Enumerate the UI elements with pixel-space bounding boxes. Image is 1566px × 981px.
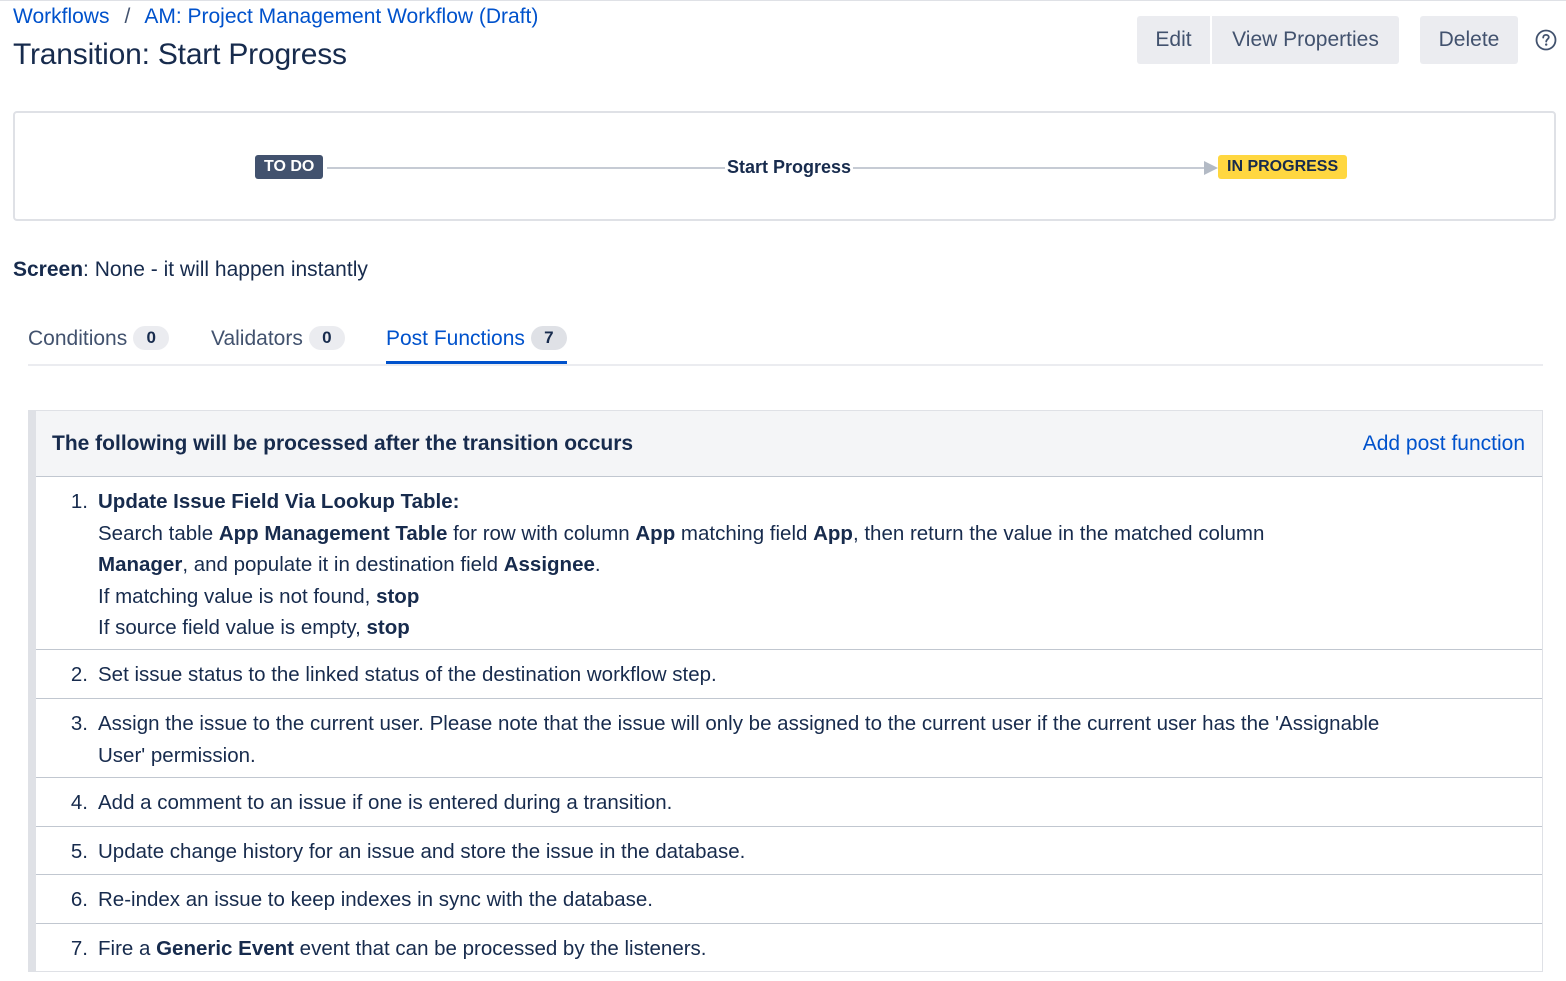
text-fragment: If source field value is empty,	[98, 616, 367, 639]
breadcrumb-workflows-link[interactable]: Workflows	[13, 5, 110, 28]
post-functions-header-title: The following will be processed after the transition occurs	[52, 432, 634, 455]
item-number: 4.	[70, 791, 88, 814]
breadcrumb-workflow-link[interactable]: AM: Project Management Workflow (Draft)	[144, 5, 539, 28]
match-field-name: App	[813, 521, 853, 545]
item-number: 1.	[70, 490, 88, 513]
tab-count-badge: 7	[531, 326, 567, 350]
screen-info	[13, 258, 368, 282]
screen-label: Screen	[13, 258, 84, 281]
text-fragment: If matching value is not found,	[98, 584, 377, 608]
post-function-item	[36, 924, 1542, 971]
event-name: Generic Event	[156, 937, 294, 960]
item-number: 6.	[70, 888, 88, 911]
breadcrumb-separator: /	[124, 5, 131, 28]
empty-source-action: stop	[366, 616, 410, 639]
destination-field-name: Assignee	[503, 553, 595, 576]
text-fragment: , then return the value in the matched column	[852, 521, 1265, 545]
breadcrumb	[13, 5, 538, 29]
text-fragment: Search table	[98, 521, 219, 545]
item-number: 7.	[70, 937, 88, 960]
tab-conditions[interactable]	[28, 326, 169, 362]
item-description: Re-index an issue to keep indexes in sync with the database.	[98, 888, 653, 911]
post-functions-header	[36, 411, 1542, 477]
item-title: Update Issue Field Via Lookup Table:	[98, 490, 460, 513]
delete-button[interactable]: Delete	[1420, 16, 1518, 64]
edit-button[interactable]: Edit	[1137, 16, 1210, 64]
tab-post-functions[interactable]	[386, 326, 567, 364]
post-function-item	[36, 778, 1542, 827]
item-description	[98, 486, 1398, 644]
view-properties-button[interactable]: View Properties	[1212, 16, 1399, 64]
tab-validators[interactable]	[211, 326, 345, 362]
item-number: 5.	[70, 840, 88, 863]
text-fragment: , and populate it in destination field	[182, 553, 504, 576]
item-description: Update change history for an issue and store the issue in the database.	[98, 840, 746, 863]
text-fragment: .	[594, 553, 601, 576]
to-status-lozenge: IN PROGRESS	[1218, 155, 1347, 179]
item-number: 3.	[70, 712, 88, 735]
text-fragment: for row with column	[447, 521, 636, 545]
item-description	[98, 933, 1398, 965]
tab-label: Post Functions	[386, 327, 525, 350]
lookup-table-name: App Management Table	[218, 521, 448, 545]
text-fragment: matching field	[675, 521, 814, 545]
transition-diagram	[13, 111, 1556, 221]
post-function-item	[36, 875, 1542, 924]
return-column-name: Manager	[98, 553, 183, 576]
post-function-item	[36, 699, 1542, 778]
post-functions-panel	[28, 410, 1543, 972]
match-column-name: App	[635, 521, 676, 545]
tab-label: Conditions	[28, 327, 128, 350]
tab-label: Validators	[211, 327, 303, 350]
post-function-item	[36, 827, 1542, 875]
item-description: Add a comment to an issue if one is entered during a transition.	[98, 791, 673, 814]
item-description: Assign the issue to the current user. Please note that the issue will only be assigned to the current user if the current user has the 'Assignable User' permission.	[98, 712, 1380, 767]
text-fragment: event that can be processed by the listeners.	[293, 937, 707, 960]
item-description: Set issue status to the linked status of the destination workflow step.	[98, 663, 717, 686]
top-border	[0, 0, 1566, 1]
transition-name-label: Start Progress	[727, 157, 852, 177]
post-function-item	[36, 477, 1542, 650]
not-found-action: stop	[376, 584, 420, 608]
text-fragment: Fire a	[98, 937, 157, 960]
screen-value: : None - it will happen instantly	[83, 258, 368, 281]
page-title: Transition: Start Progress	[13, 38, 347, 71]
post-function-item	[36, 650, 1542, 699]
tab-count-badge: 0	[133, 326, 169, 350]
transition-tabs	[28, 326, 1543, 366]
tab-count-badge: 0	[309, 326, 345, 350]
add-post-function-link[interactable]: Add post function	[1362, 432, 1525, 455]
question-circle-icon[interactable]	[1535, 29, 1557, 51]
item-number: 2.	[70, 663, 88, 686]
from-status-lozenge: TO DO	[255, 155, 323, 179]
